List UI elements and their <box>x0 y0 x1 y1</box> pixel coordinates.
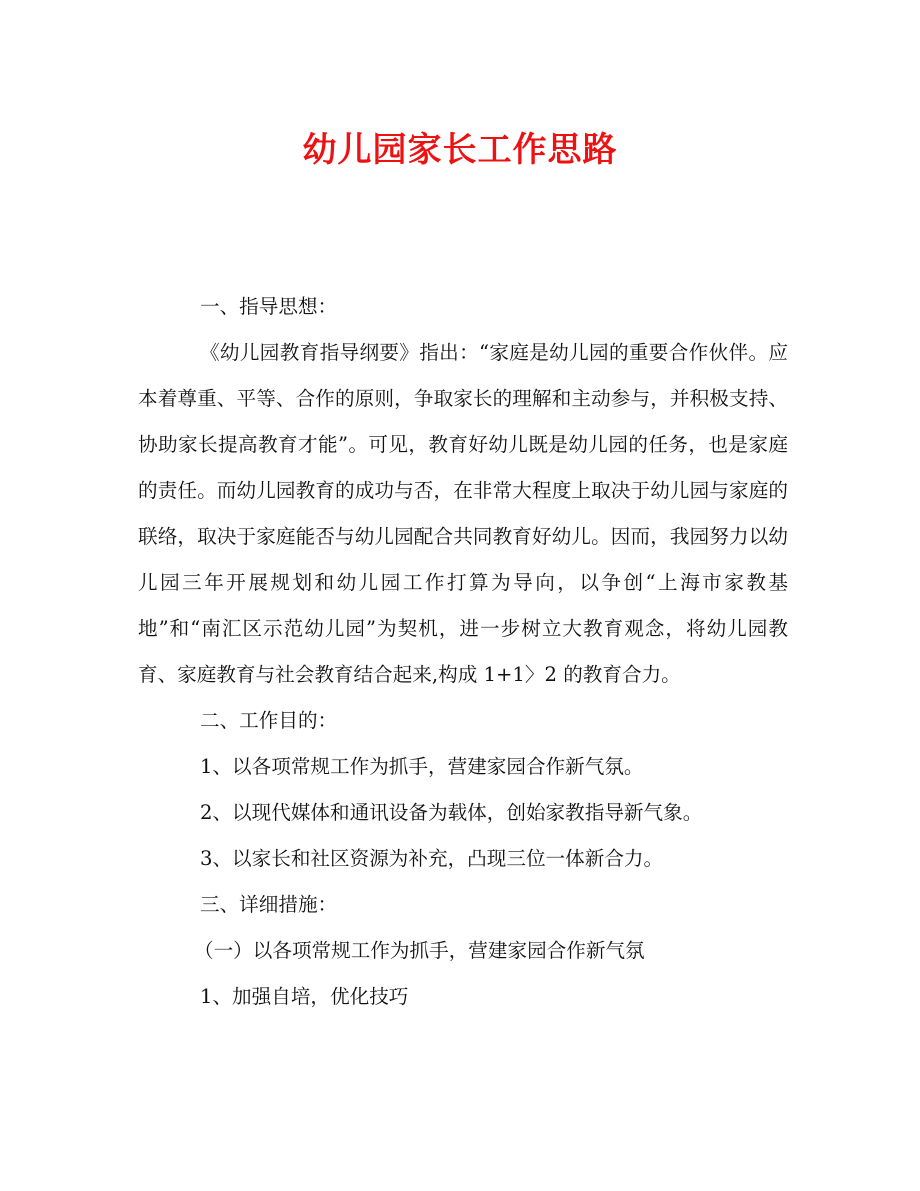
list-item-self-training: 1、加强自培，优化技巧 <box>200 985 409 1008</box>
section-heading-guiding-thought: 一、指导思想： <box>200 295 338 318</box>
paragraph-guiding-thought: 《幼儿园教育指导纲要》指出：“家庭是幼儿园的重要合作伙伴。应本着尊重、平等、合作的原则，争取家长的理解和主动参与，并积极支持、协助家长提高教育才能”。可见，教育好幼儿既是幼儿园的任务，也是家庭的责任。而幼儿园教育的成功与否，在非常大程度上取决于幼儿园与家庭的联络，取决于家庭能否与幼儿园配合共同教育好幼儿。因而，我园努力以幼儿园三年开展规划和幼儿园工作打算为导向，以争创“上海市家教基地”和“南汇区示范幼儿园”为契机，进一步树立大教育观念，将幼儿园教育、家庭教育与社会教育结合起来,构成 1+1〉2 的教育合力。 <box>138 341 788 686</box>
section-heading-work-goals: 二、工作目的： <box>200 709 338 732</box>
list-item-goal-1: 1、以各项常规工作为抓手，营建家园合作新气氛。 <box>200 755 644 778</box>
list-item-goal-2: 2、以现代媒体和通讯设备为载体，创始家教指导新气象。 <box>200 801 703 824</box>
document-body <box>138 284 788 1020</box>
subsection-heading-routine-work: （一）以各项常规工作为抓手，营建家园合作新气氛 <box>194 939 645 962</box>
document-title: 幼儿园家长工作思路 <box>302 130 618 170</box>
list-item-goal-3: 3、以家长和社区资源为补充，凸现三位一体新合力。 <box>200 847 664 870</box>
section-heading-measures: 三、详细措施： <box>200 893 338 916</box>
